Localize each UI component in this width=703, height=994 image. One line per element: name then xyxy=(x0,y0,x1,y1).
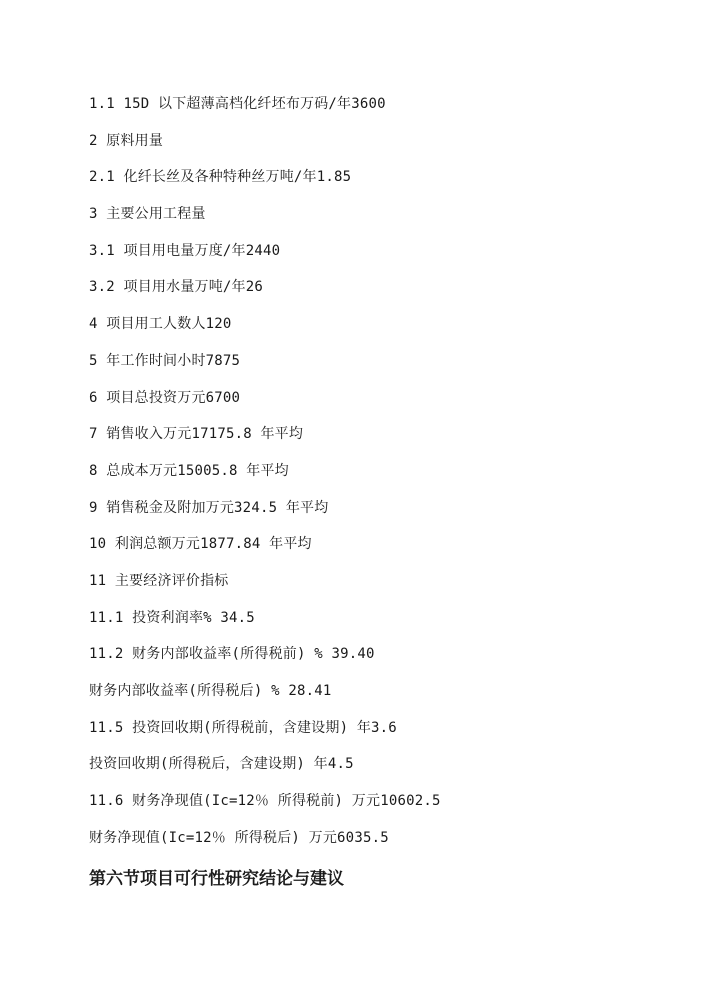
text-line: 8 总成本万元15005.8 年平均 xyxy=(89,462,289,479)
text-line: 11.2 财务内部收益率(所得税前) % 39.40 xyxy=(89,646,375,663)
text-line: 5 年工作时间小时7875 xyxy=(89,352,241,369)
text-line: 2 原料用量 xyxy=(89,132,164,149)
text-line: 9 销售税金及附加万元324.5 年平均 xyxy=(89,499,329,516)
text-line: 11.6 财务净现值(Ic=12％ 所得税前) 万元10602.5 xyxy=(89,793,441,810)
text-line: 10 利润总额万元1877.84 年平均 xyxy=(89,536,312,553)
section-heading: 第六节项目可行性研究结论与建议 xyxy=(89,869,344,889)
text-line: 3.2 项目用水量万吨/年26 xyxy=(89,279,264,296)
text-line: 财务净现值(Ic=12％ 所得税后) 万元6035.5 xyxy=(89,829,389,846)
text-line: 2.1 化纤长丝及各种特种丝万吨/年1.85 xyxy=(89,169,352,186)
indicator-list xyxy=(89,92,679,862)
text-line: 6 项目总投资万元6700 xyxy=(89,389,241,406)
text-line: 1.1 15D 以下超薄高档化纤坯布万码/年3600 xyxy=(89,96,386,112)
text-line: 11.1 投资利润率% 34.5 xyxy=(89,609,255,626)
text-line: 7 销售收入万元17175.8 年平均 xyxy=(89,426,304,443)
text-line: 3.1 项目用电量万度/年2440 xyxy=(89,242,281,259)
text-line: 投资回收期(所得税后，含建设期) 年4.5 xyxy=(89,756,354,773)
text-line: 3 主要公用工程量 xyxy=(89,206,206,223)
text-line: 4 项目用工人数人120 xyxy=(89,316,232,333)
text-line: 财务内部收益率(所得税后) % 28.41 xyxy=(89,683,332,699)
text-line: 11.5 投资回收期(所得税前，含建设期) 年3.6 xyxy=(89,719,397,736)
text-line: 11 主要经济评价指标 xyxy=(89,572,229,589)
